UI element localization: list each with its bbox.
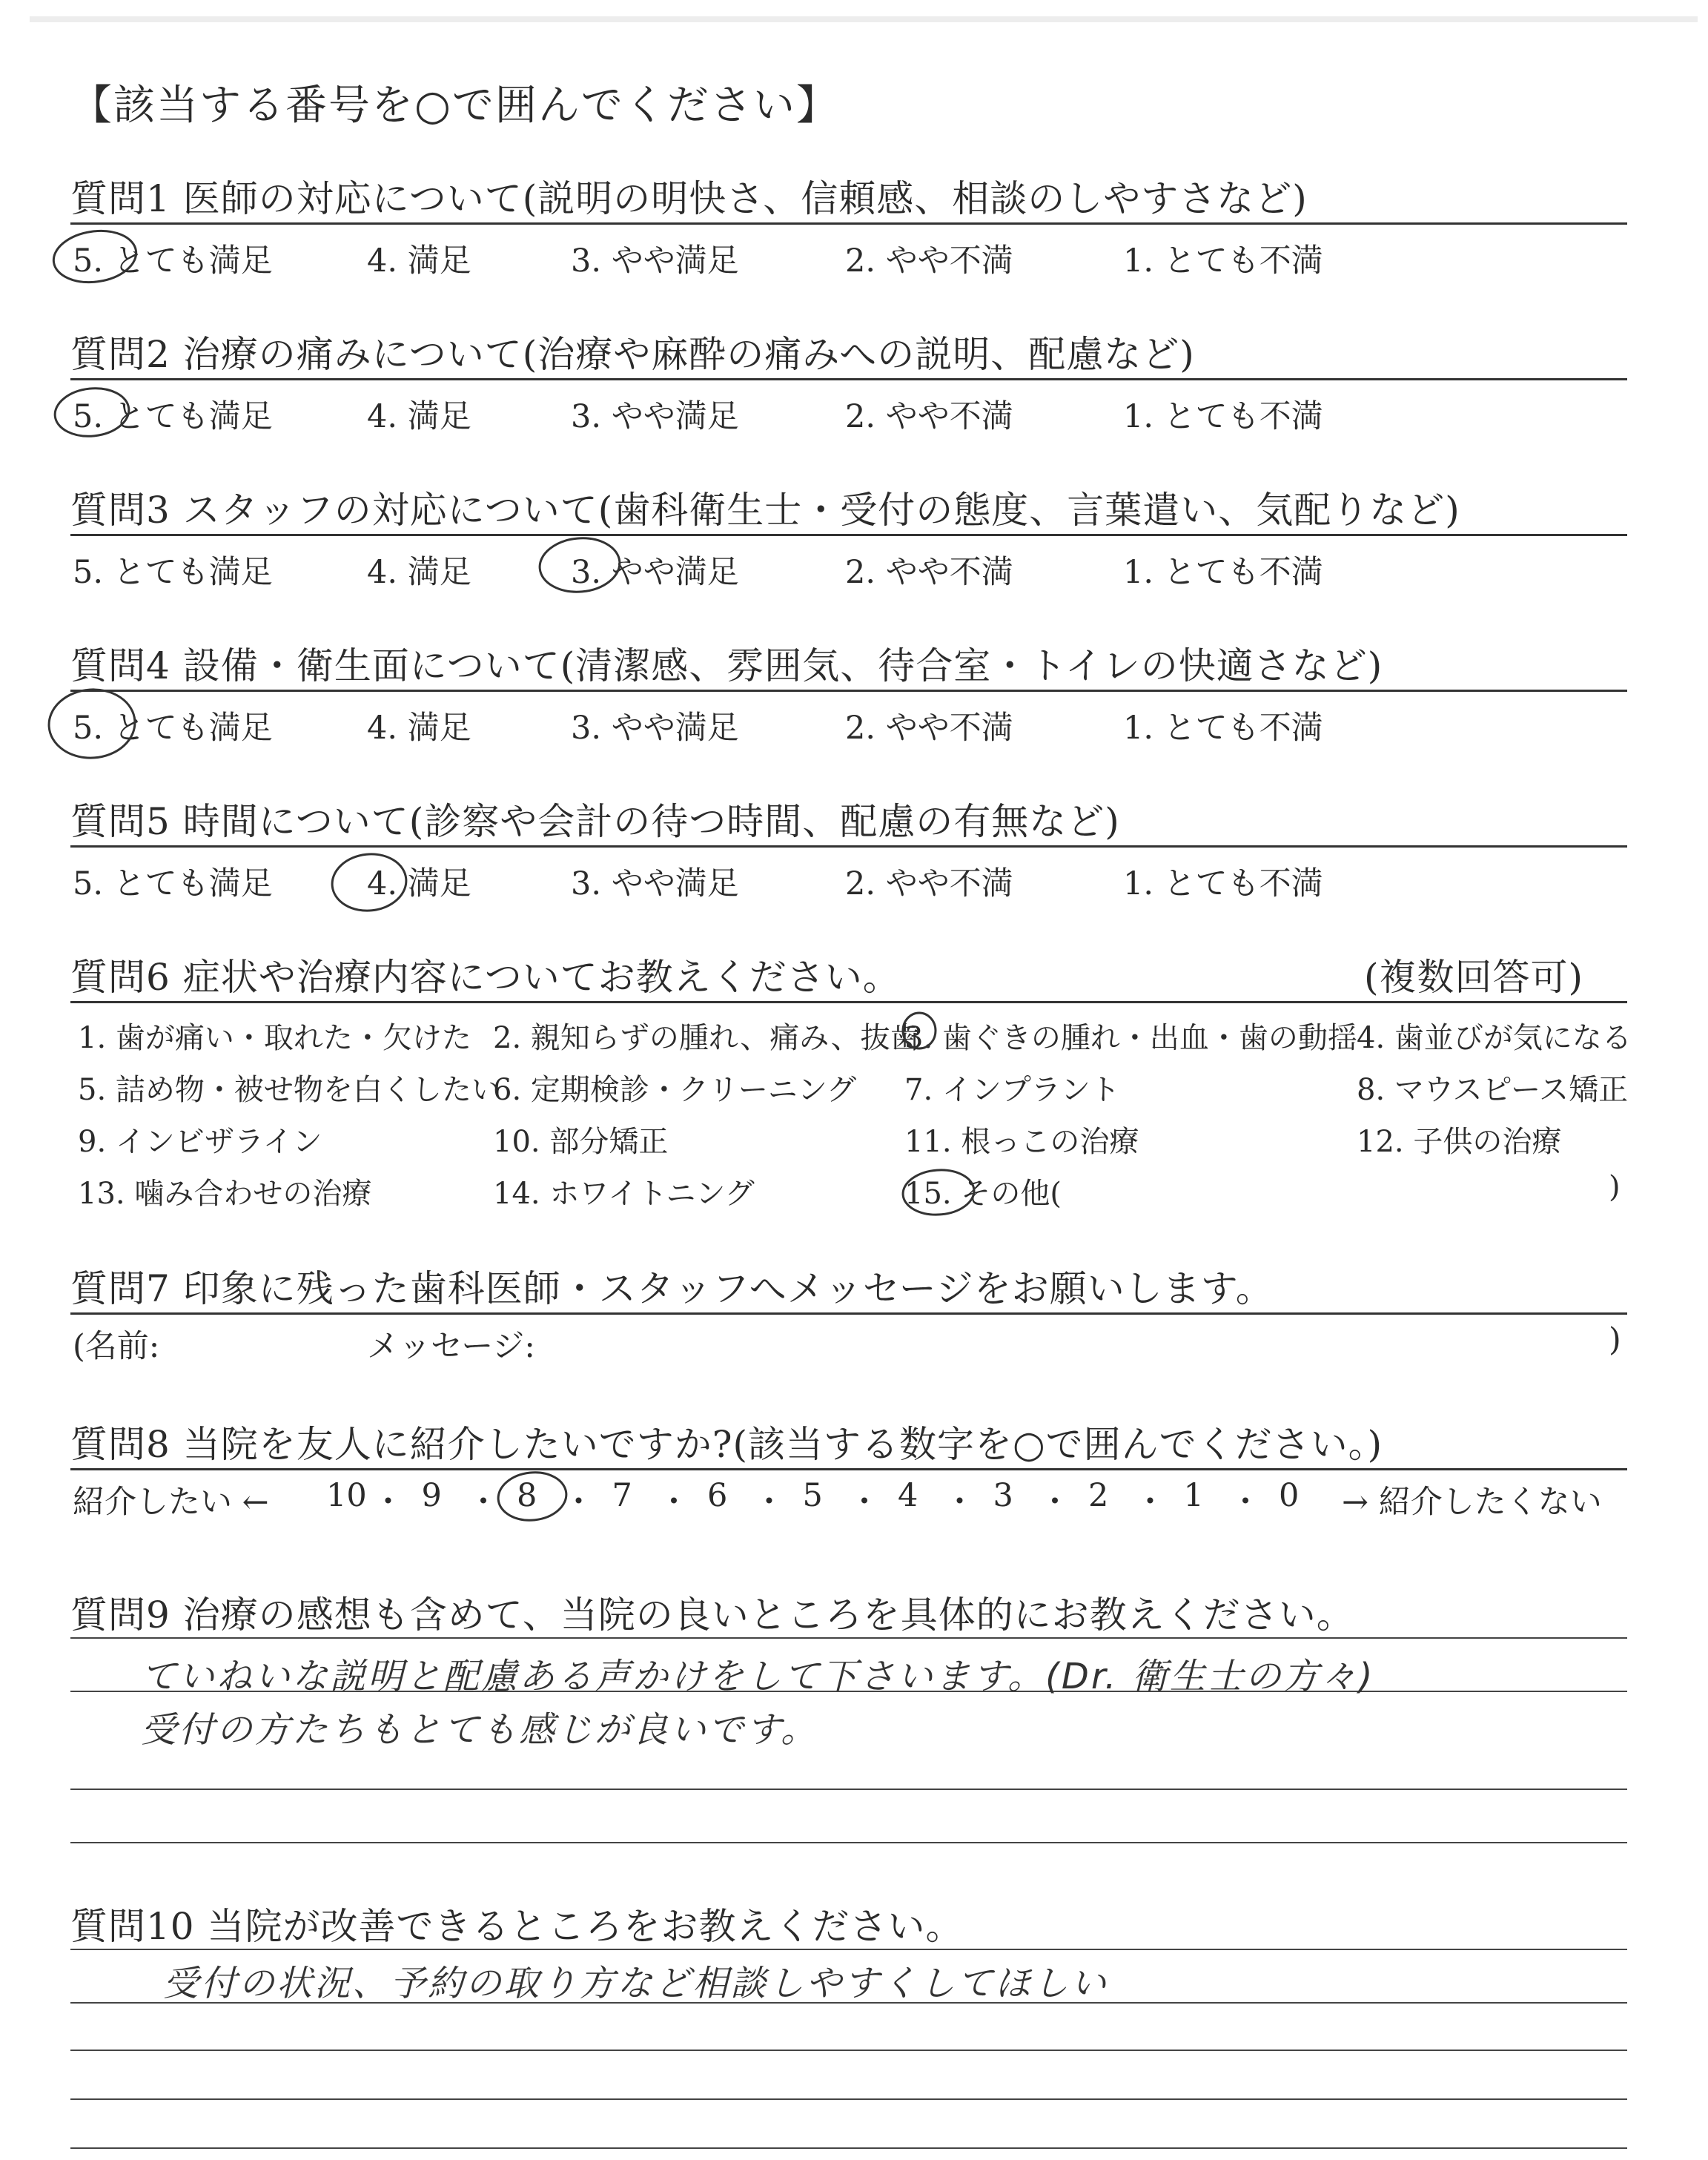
q8-scale-value-0[interactable]: 0 bbox=[1279, 1477, 1300, 1514]
q8-left-label: 紹介したい ← bbox=[73, 1484, 269, 1521]
q6-item-11[interactable]: 11. 根っこの治療 bbox=[904, 1125, 1139, 1159]
q6-item-9[interactable]: 9. インビザライン bbox=[78, 1125, 322, 1159]
q4-option-3[interactable]: 3. やや満足 bbox=[571, 710, 739, 747]
q5-option-1[interactable]: 1. とても不満 bbox=[1123, 865, 1323, 902]
q1-option-3[interactable]: 3. やや満足 bbox=[571, 242, 739, 280]
question-2-label: 質問2 治療の痛みについて(治療や麻酔の痛みへの説明、配慮など) bbox=[70, 333, 1195, 376]
question-6-note: (複数回答可) bbox=[1364, 956, 1584, 999]
question-5-rule bbox=[70, 845, 1627, 848]
q6-item-15[interactable]: 15. その他( bbox=[904, 1177, 1062, 1211]
question-3-rule bbox=[70, 534, 1627, 536]
q6-item-15-close: ) bbox=[1609, 1170, 1621, 1204]
q9-handwritten-answer-2[interactable]: 受付の方たちもとても感じが良いです。 bbox=[141, 1709, 819, 1751]
question-4-rule bbox=[70, 690, 1627, 692]
question-2-rule bbox=[70, 378, 1627, 380]
q6-item-1[interactable]: 1. 歯が痛い・取れた・欠けた bbox=[78, 1021, 471, 1055]
q1-option-4[interactable]: 4. 満足 bbox=[367, 242, 471, 280]
question-3-label: 質問3 スタッフの対応について(歯科衛生士・受付の態度、言葉遣い、気配りなど) bbox=[70, 489, 1460, 532]
q8-scale-value-1[interactable]: 1 bbox=[1183, 1477, 1204, 1514]
q8-scale-value-6[interactable]: 6 bbox=[707, 1477, 728, 1514]
q6-item-8[interactable]: 8. マウスピース矯正 bbox=[1357, 1073, 1629, 1107]
q2-option-1[interactable]: 1. とても不満 bbox=[1123, 398, 1323, 435]
q3-option-2[interactable]: 2. やや不満 bbox=[845, 554, 1013, 591]
q8-scale-separator: ・ bbox=[1229, 1484, 1262, 1521]
q10-answer-line-1 bbox=[70, 1949, 1627, 1950]
q8-scale-value-9[interactable]: 9 bbox=[421, 1477, 442, 1514]
q8-scale-separator: ・ bbox=[848, 1484, 881, 1521]
q1-option-1[interactable]: 1. とても不満 bbox=[1123, 242, 1323, 280]
q6-item-10[interactable]: 10. 部分矯正 bbox=[493, 1125, 669, 1159]
q8-scale-value-5[interactable]: 5 bbox=[802, 1477, 823, 1514]
q6-item-3[interactable]: 3. 歯ぐきの腫れ・出血・歯の動揺 bbox=[904, 1021, 1357, 1055]
q6-item-2[interactable]: 2. 親知らずの腫れ、痛み、抜歯 bbox=[493, 1021, 920, 1055]
q10-answer-line-3 bbox=[70, 2050, 1627, 2051]
q8-scale-value-7[interactable]: 7 bbox=[612, 1477, 632, 1514]
q10-handwritten-answer-1[interactable]: 受付の状況、予約の取り方など相談しやすくしてほしい bbox=[163, 1963, 1109, 2004]
q10-answer-line-5 bbox=[70, 2147, 1627, 2149]
q2-option-3[interactable]: 3. やや満足 bbox=[571, 398, 739, 435]
q8-scale-separator: ・ bbox=[563, 1484, 595, 1521]
q8-scale-separator: ・ bbox=[658, 1484, 690, 1521]
q1-option-2[interactable]: 2. やや不満 bbox=[845, 242, 1013, 280]
q6-item-14[interactable]: 14. ホワイトニング bbox=[493, 1177, 755, 1211]
q10-answer-line-4 bbox=[70, 2098, 1627, 2100]
q3-option-1[interactable]: 1. とても不満 bbox=[1123, 554, 1323, 591]
q6-item-5[interactable]: 5. 詰め物・被せ物を白くしたい bbox=[78, 1073, 501, 1107]
q6-item-12[interactable]: 12. 子供の治療 bbox=[1357, 1125, 1562, 1159]
q8-scale-value-3[interactable]: 3 bbox=[993, 1477, 1013, 1514]
q5-option-3[interactable]: 3. やや満足 bbox=[571, 865, 739, 902]
q6-item-6[interactable]: 6. 定期検診・クリーニング bbox=[493, 1073, 857, 1107]
q8-scale-value-8[interactable]: 8 bbox=[517, 1477, 537, 1514]
q7-close-paren: ) bbox=[1609, 1321, 1621, 1358]
q6-item-4[interactable]: 4. 歯並びが気になる bbox=[1357, 1021, 1632, 1055]
q3-option-5[interactable]: 5. とても満足 bbox=[73, 554, 273, 591]
q7-message-label: メッセージ: bbox=[367, 1328, 535, 1365]
q2-option-4[interactable]: 4. 満足 bbox=[367, 398, 471, 435]
q9-answer-line-1 bbox=[70, 1637, 1627, 1639]
question-5-label: 質問5 時間について(診察や会計の待つ時間、配慮の有無など) bbox=[70, 800, 1120, 843]
question-8-label: 質問8 当院を友人に紹介したいですか?(該当する数字を○で囲んでください。) bbox=[70, 1423, 1383, 1466]
q3-option-4[interactable]: 4. 満足 bbox=[367, 554, 471, 591]
q6-item-13[interactable]: 13. 噛み合わせの治療 bbox=[78, 1177, 372, 1211]
question-6-label: 質問6 症状や治療内容についてお教えください。 bbox=[70, 956, 901, 999]
q5-option-2[interactable]: 2. やや不満 bbox=[845, 865, 1013, 902]
q5-option-5[interactable]: 5. とても満足 bbox=[73, 865, 273, 902]
q4-option-1[interactable]: 1. とても不満 bbox=[1123, 710, 1323, 747]
q8-scale-value-4[interactable]: 4 bbox=[898, 1477, 918, 1514]
q8-scale-value-10[interactable]: 10 bbox=[326, 1477, 367, 1514]
q1-option-5[interactable]: 5. とても満足 bbox=[73, 242, 273, 280]
q8-scale-separator: ・ bbox=[753, 1484, 785, 1521]
q8-scale-separator: ・ bbox=[944, 1484, 976, 1521]
q8-right-label: → 紹介したくない bbox=[1342, 1484, 1602, 1521]
question-6-rule bbox=[70, 1001, 1627, 1003]
question-8-rule bbox=[70, 1468, 1627, 1470]
question-10-label: 質問10 当院が改善できるところをお教えください。 bbox=[70, 1905, 964, 1948]
q8-scale-separator: ・ bbox=[1039, 1484, 1071, 1521]
q8-scale-separator: ・ bbox=[1134, 1484, 1166, 1521]
question-1-label: 質問1 医師の対応について(説明の明快さ、信頼感、相談のしやすさなど) bbox=[70, 177, 1308, 220]
q3-option-3[interactable]: 3. やや満足 bbox=[571, 554, 739, 591]
q5-option-4[interactable]: 4. 満足 bbox=[367, 865, 471, 902]
scan-top-edge bbox=[30, 16, 1698, 22]
q9-answer-line-3 bbox=[70, 1789, 1627, 1790]
q6-item-7[interactable]: 7. インプラント bbox=[904, 1073, 1120, 1107]
question-4-label: 質問4 設備・衛生面について(清潔感、雰囲気、待合室・トイレの快適さなど) bbox=[70, 644, 1383, 687]
q8-scale-value-2[interactable]: 2 bbox=[1088, 1477, 1109, 1514]
q2-option-2[interactable]: 2. やや不満 bbox=[845, 398, 1013, 435]
q9-answer-line-4 bbox=[70, 1842, 1627, 1843]
q4-option-2[interactable]: 2. やや不満 bbox=[845, 710, 1013, 747]
question-7-rule bbox=[70, 1312, 1627, 1315]
form-title: 【該当する番号を○で囲んでください】 bbox=[70, 82, 839, 130]
question-7-label: 質問7 印象に残った歯科医師・スタッフへメッセージをお願いします。 bbox=[70, 1267, 1274, 1310]
q8-scale-separator: ・ bbox=[372, 1484, 404, 1521]
q9-handwritten-answer-1[interactable]: ていねいな説明と配慮ある声かけをして下さいます。(Dr. 衛生士の方々) bbox=[141, 1656, 1375, 1697]
q4-option-5[interactable]: 5. とても満足 bbox=[73, 710, 273, 747]
question-9-label: 質問9 治療の感想も含めて、当院の良いところを具体的にお教えください。 bbox=[70, 1593, 1354, 1636]
q4-option-4[interactable]: 4. 満足 bbox=[367, 710, 471, 747]
q7-name-label: (名前: bbox=[73, 1328, 160, 1365]
q2-option-5[interactable]: 5. とても満足 bbox=[73, 398, 273, 435]
question-1-rule bbox=[70, 222, 1627, 225]
q8-scale-separator: ・ bbox=[467, 1484, 500, 1521]
